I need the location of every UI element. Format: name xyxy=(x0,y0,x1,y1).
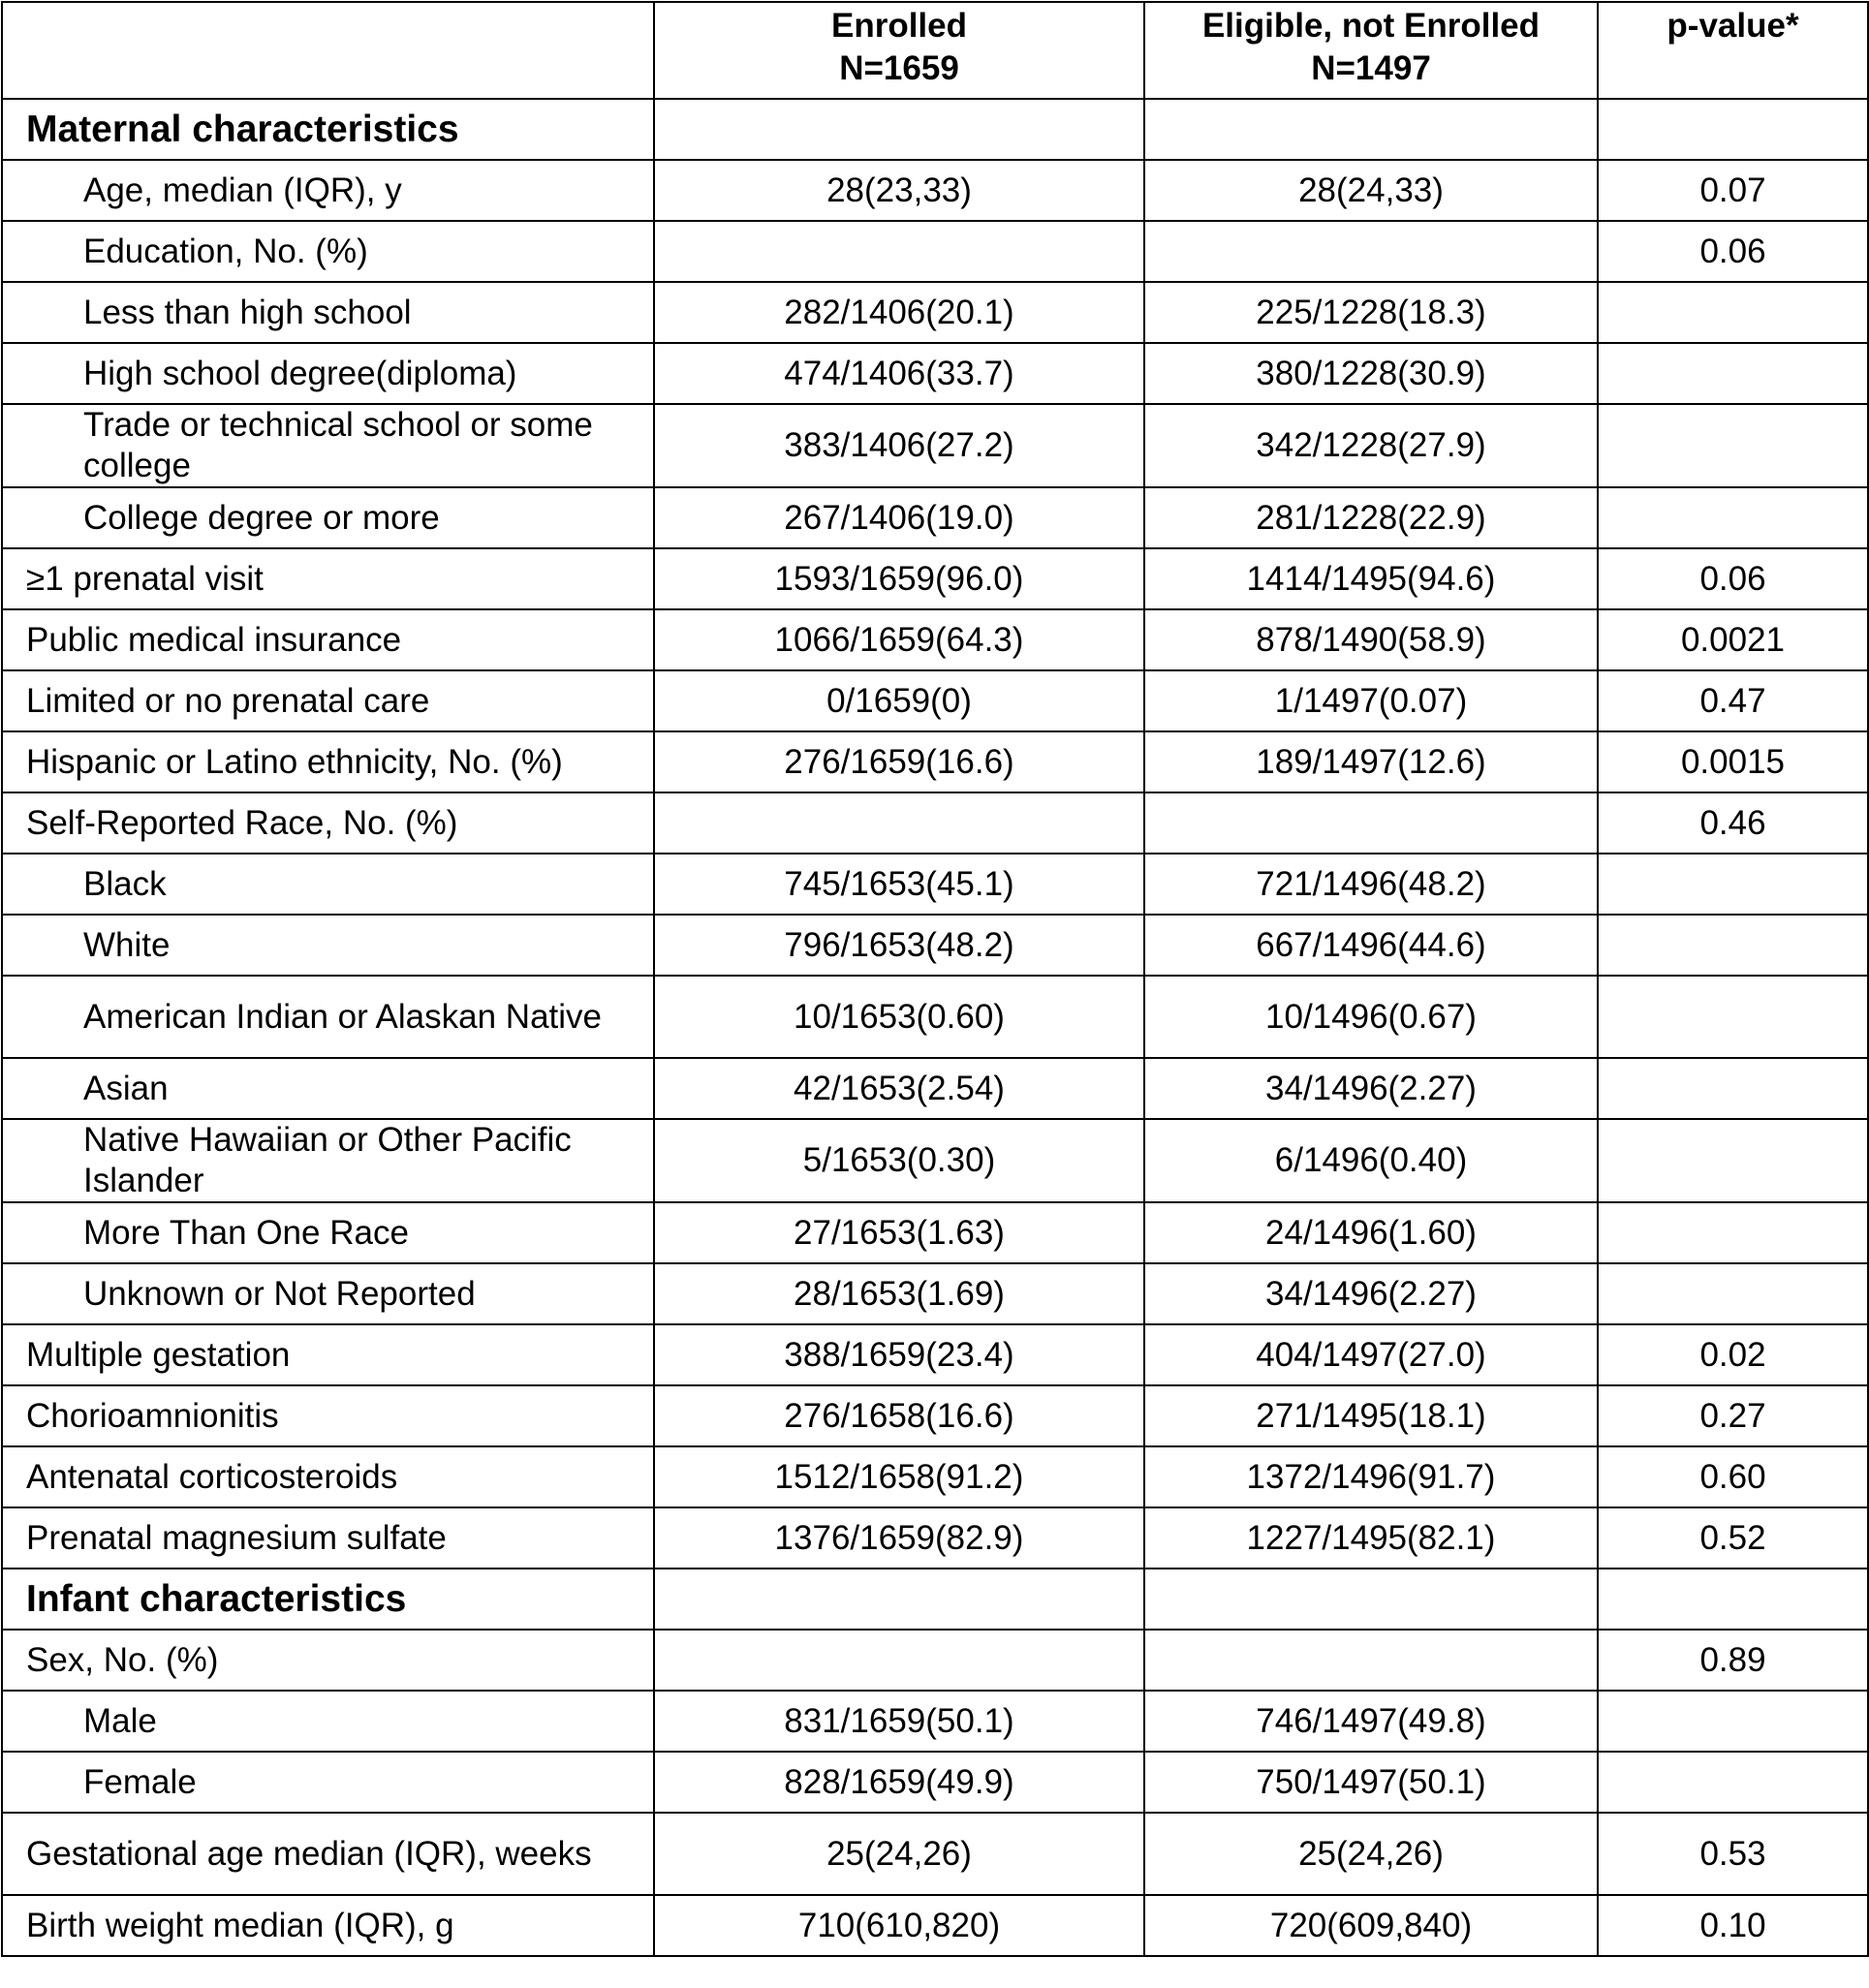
table-row xyxy=(2,487,1868,548)
row-label: Education, No. (%) xyxy=(2,221,654,282)
enrolled-value: 28(23,33) xyxy=(654,160,1144,221)
p-value: 0.0021 xyxy=(1598,609,1868,670)
header-p-value: p-value* xyxy=(1598,2,1868,99)
eligible-value: 1/1497(0.07) xyxy=(1144,670,1598,731)
row-label: Asian xyxy=(2,1058,654,1119)
table-row xyxy=(2,609,1868,670)
table-row xyxy=(2,792,1868,854)
eligible-value: 34/1496(2.27) xyxy=(1144,1058,1598,1119)
enrolled-value: 383/1406(27.2) xyxy=(654,404,1144,487)
eligible-value xyxy=(1144,1630,1598,1691)
eligible-value: 10/1496(0.67) xyxy=(1144,976,1598,1058)
eligible-value: 380/1228(30.9) xyxy=(1144,343,1598,404)
p-value: 0.60 xyxy=(1598,1446,1868,1507)
eligible-value: 34/1496(2.27) xyxy=(1144,1263,1598,1324)
header-characteristic xyxy=(2,2,654,99)
table-header-row xyxy=(2,2,1868,99)
table-row xyxy=(2,160,1868,221)
table-row xyxy=(2,1119,1868,1202)
eligible-value: 225/1228(18.3) xyxy=(1144,282,1598,343)
p-value: 0.89 xyxy=(1598,1630,1868,1691)
row-label: White xyxy=(2,915,654,976)
eligible-value: 271/1495(18.1) xyxy=(1144,1385,1598,1446)
table-row xyxy=(2,731,1868,792)
eligible-value: 750/1497(50.1) xyxy=(1144,1752,1598,1813)
row-label: Self-Reported Race, No. (%) xyxy=(2,792,654,854)
eligible-value: 878/1490(58.9) xyxy=(1144,609,1598,670)
enrolled-value: 831/1659(50.1) xyxy=(654,1691,1144,1752)
enrolled-value: 276/1658(16.6) xyxy=(654,1385,1144,1446)
eligible-value: 342/1228(27.9) xyxy=(1144,404,1598,487)
table-row xyxy=(2,282,1868,343)
enrolled-value xyxy=(654,792,1144,854)
row-label: Birth weight median (IQR), g xyxy=(2,1895,654,1956)
table-row xyxy=(2,343,1868,404)
row-label: Trade or technical school or some college xyxy=(2,404,654,487)
enrolled-value: 388/1659(23.4) xyxy=(654,1324,1144,1385)
enrolled-value: 10/1653(0.60) xyxy=(654,976,1144,1058)
table-row xyxy=(2,1263,1868,1324)
enrolled-value: 1066/1659(64.3) xyxy=(654,609,1144,670)
section-header-row xyxy=(2,99,1868,160)
p-value xyxy=(1598,282,1868,343)
enrolled-value: 25(24,26) xyxy=(654,1813,1144,1895)
eligible-value: 1372/1496(91.7) xyxy=(1144,1446,1598,1507)
table-row xyxy=(2,548,1868,609)
enrolled-value xyxy=(654,1630,1144,1691)
table-row xyxy=(2,404,1868,487)
eligible-value: 720(609,840) xyxy=(1144,1895,1598,1956)
enrolled-value: 828/1659(49.9) xyxy=(654,1752,1144,1813)
p-value: 0.07 xyxy=(1598,160,1868,221)
table-row xyxy=(2,1895,1868,1956)
row-label: Sex, No. (%) xyxy=(2,1630,654,1691)
row-label: Less than high school xyxy=(2,282,654,343)
p-value xyxy=(1598,1263,1868,1324)
table-row xyxy=(2,1385,1868,1446)
table-row xyxy=(2,221,1868,282)
eligible-value: 721/1496(48.2) xyxy=(1144,854,1598,915)
table-row xyxy=(2,1446,1868,1507)
row-label: American Indian or Alaskan Native xyxy=(2,976,654,1058)
row-label: Hispanic or Latino ethnicity, No. (%) xyxy=(2,731,654,792)
row-label: Maternal characteristics xyxy=(2,99,654,160)
eligible-value: 667/1496(44.6) xyxy=(1144,915,1598,976)
table-row xyxy=(2,1630,1868,1691)
enrolled-value: 745/1653(45.1) xyxy=(654,854,1144,915)
row-label: Gestational age median (IQR), weeks xyxy=(2,1813,654,1895)
p-value: 0.06 xyxy=(1598,221,1868,282)
eligible-value xyxy=(1144,221,1598,282)
enrolled-value: 474/1406(33.7) xyxy=(654,343,1144,404)
row-label: Chorioamnionitis xyxy=(2,1385,654,1446)
enrolled-value: 796/1653(48.2) xyxy=(654,915,1144,976)
enrolled-value xyxy=(654,221,1144,282)
row-label: More Than One Race xyxy=(2,1202,654,1263)
header-eligible-label: Eligible, not Enrolled xyxy=(1201,7,1541,45)
enrolled-value: 1376/1659(82.9) xyxy=(654,1507,1144,1569)
eligible-value: 28(24,33) xyxy=(1144,160,1598,221)
row-label: Age, median (IQR), y xyxy=(2,160,654,221)
header-enrolled xyxy=(654,2,1144,99)
p-value: 0.47 xyxy=(1598,670,1868,731)
p-value: 0.02 xyxy=(1598,1324,1868,1385)
row-label: Native Hawaiian or Other Pacific Islander xyxy=(2,1119,654,1202)
eligible-value: 404/1497(27.0) xyxy=(1144,1324,1598,1385)
row-label: Multiple gestation xyxy=(2,1324,654,1385)
p-value: 0.0015 xyxy=(1598,731,1868,792)
row-label: College degree or more xyxy=(2,487,654,548)
row-label: ≥1 prenatal visit xyxy=(2,548,654,609)
table-body xyxy=(2,99,1868,1956)
eligible-value xyxy=(1144,1569,1598,1630)
p-value: 0.53 xyxy=(1598,1813,1868,1895)
eligible-value: 1227/1495(82.1) xyxy=(1144,1507,1598,1569)
row-label: Female xyxy=(2,1752,654,1813)
p-value xyxy=(1598,1752,1868,1813)
p-value xyxy=(1598,1058,1868,1119)
p-value xyxy=(1598,1691,1868,1752)
table-row xyxy=(2,1324,1868,1385)
header-enrolled-n: N=1659 xyxy=(839,49,959,87)
enrolled-value: 42/1653(2.54) xyxy=(654,1058,1144,1119)
table-row xyxy=(2,1813,1868,1895)
row-label: Unknown or Not Reported xyxy=(2,1263,654,1324)
p-value xyxy=(1598,99,1868,160)
table-row xyxy=(2,915,1868,976)
enrolled-value: 710(610,820) xyxy=(654,1895,1144,1956)
header-eligible-n: N=1497 xyxy=(1311,49,1431,87)
table-row xyxy=(2,976,1868,1058)
eligible-value xyxy=(1144,99,1598,160)
p-value xyxy=(1598,854,1868,915)
header-enrolled-label: Enrolled xyxy=(830,7,968,45)
p-value: 0.27 xyxy=(1598,1385,1868,1446)
table-row xyxy=(2,1691,1868,1752)
p-value xyxy=(1598,1202,1868,1263)
row-label: Black xyxy=(2,854,654,915)
enrolled-value xyxy=(654,99,1144,160)
row-label: Limited or no prenatal care xyxy=(2,670,654,731)
eligible-value xyxy=(1144,792,1598,854)
table-row xyxy=(2,854,1868,915)
enrolled-value: 0/1659(0) xyxy=(654,670,1144,731)
p-value xyxy=(1598,487,1868,548)
enrolled-value: 276/1659(16.6) xyxy=(654,731,1144,792)
table-row xyxy=(2,1507,1868,1569)
p-value xyxy=(1598,343,1868,404)
row-label: Antenatal corticosteroids xyxy=(2,1446,654,1507)
table-row xyxy=(2,1058,1868,1119)
enrolled-value: 1593/1659(96.0) xyxy=(654,548,1144,609)
p-value xyxy=(1598,1119,1868,1202)
p-value: 0.10 xyxy=(1598,1895,1868,1956)
eligible-value: 281/1228(22.9) xyxy=(1144,487,1598,548)
table-row xyxy=(2,1202,1868,1263)
enrolled-value: 267/1406(19.0) xyxy=(654,487,1144,548)
section-header-row xyxy=(2,1569,1868,1630)
row-label: Infant characteristics xyxy=(2,1569,654,1630)
enrolled-value: 28/1653(1.69) xyxy=(654,1263,1144,1324)
p-value xyxy=(1598,976,1868,1058)
eligible-value: 25(24,26) xyxy=(1144,1813,1598,1895)
header-eligible-not-enrolled xyxy=(1144,2,1598,99)
row-label: Public medical insurance xyxy=(2,609,654,670)
eligible-value: 746/1497(49.8) xyxy=(1144,1691,1598,1752)
enrolled-value: 27/1653(1.63) xyxy=(654,1202,1144,1263)
p-value: 0.52 xyxy=(1598,1507,1868,1569)
characteristics-table xyxy=(1,1,1869,1957)
row-label: Prenatal magnesium sulfate xyxy=(2,1507,654,1569)
eligible-value: 189/1497(12.6) xyxy=(1144,731,1598,792)
table-row xyxy=(2,670,1868,731)
eligible-value: 24/1496(1.60) xyxy=(1144,1202,1598,1263)
enrolled-value: 1512/1658(91.2) xyxy=(654,1446,1144,1507)
table-row xyxy=(2,1752,1868,1813)
enrolled-value: 282/1406(20.1) xyxy=(654,282,1144,343)
p-value xyxy=(1598,1569,1868,1630)
p-value: 0.06 xyxy=(1598,548,1868,609)
enrolled-value: 5/1653(0.30) xyxy=(654,1119,1144,1202)
eligible-value: 6/1496(0.40) xyxy=(1144,1119,1598,1202)
p-value xyxy=(1598,915,1868,976)
row-label: Male xyxy=(2,1691,654,1752)
eligible-value: 1414/1495(94.6) xyxy=(1144,548,1598,609)
p-value xyxy=(1598,404,1868,487)
enrolled-value xyxy=(654,1569,1144,1630)
row-label: High school degree(diploma) xyxy=(2,343,654,404)
p-value: 0.46 xyxy=(1598,792,1868,854)
